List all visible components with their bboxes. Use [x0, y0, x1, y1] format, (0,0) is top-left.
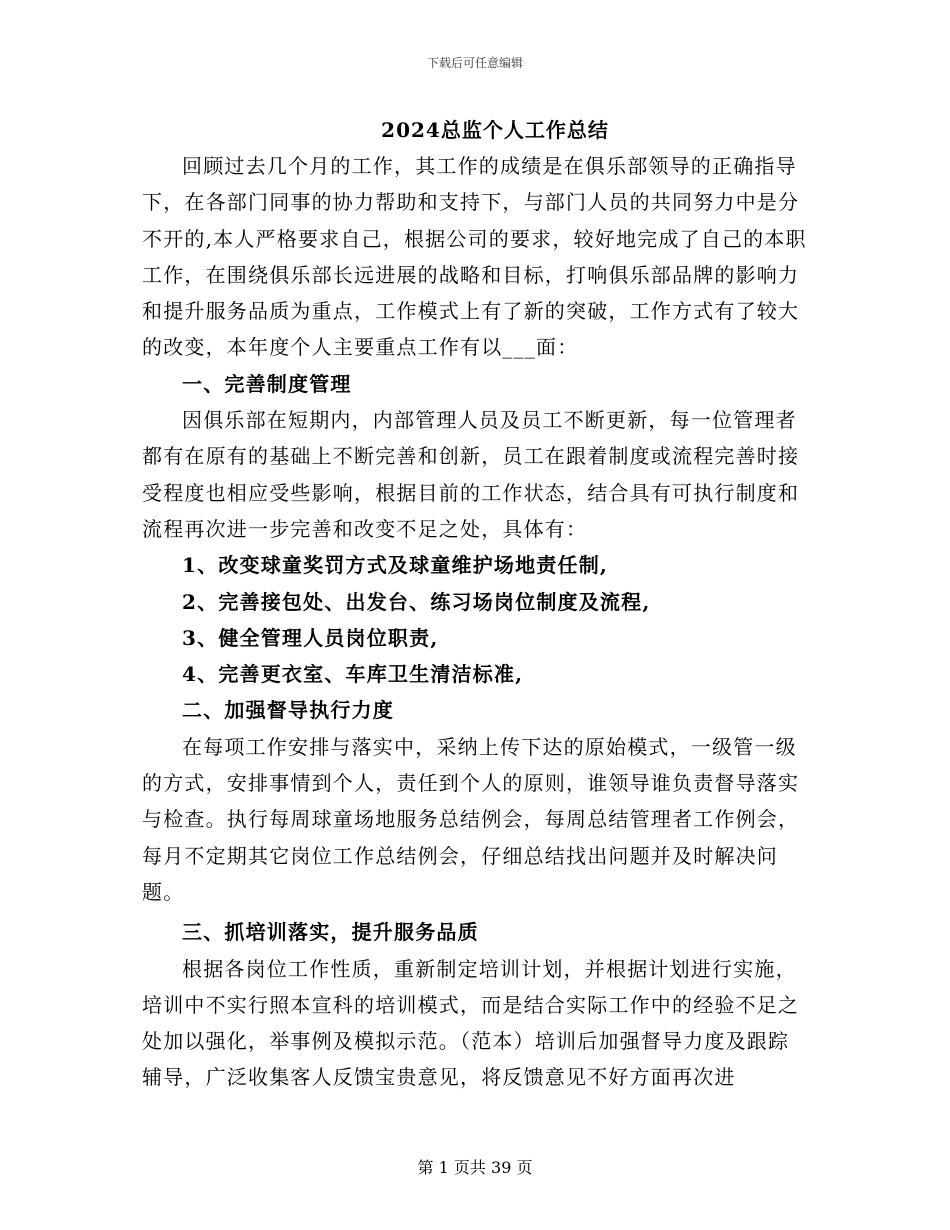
- list-item-3: 3、健全管理人员岗位职责,: [182, 625, 439, 650]
- footer-current-page: 1: [438, 1158, 449, 1177]
- section-1-paragraph: 因俱乐部在短期内，内部管理人员及员工不断更新，每一位管理者都有在原有的基础上不断完善和创新，员工在跟着制度或流程完善时接受程度也相应受些影响，根据目前的工作状态，结合具有可执行制度和流程再次进一步完善和改变不足之处，具体有：: [142, 408, 800, 541]
- footer-prefix: 第: [417, 1158, 434, 1177]
- section-3-paragraph: 根据各岗位工作性质，重新制定培训计划，并根据计划进行实施，培训中不实行照本宣科的培训模式，而是结合实际工作中的经验不足之处加以强化，举事例及模拟示范。（范本）培训后加强督导力度及跟踪辅导，广泛收集客人反馈宝贵意见，将反馈意见不好方面再次进: [142, 956, 800, 1090]
- footer-total-pages: 39: [491, 1158, 512, 1177]
- document-body: [142, 148, 810, 1096]
- list-item-1: 1、改变球童奖罚方式及球童维护场地责任制,: [182, 553, 609, 578]
- section-heading-1: 一、完善制度管理: [182, 371, 352, 396]
- section-2-paragraph: 在每项工作安排与落实中，采纳上传下达的原始模式，一级管一级的方式，安排事情到个人，责任到个人的原则，谁领导谁负责督导落实与检查。执行每周球童场地服务总结例会，每周总结管理者工作例会，每月不定期其它岗位工作总结例会，仔细总结找出问题并及时解决问题。: [142, 734, 800, 904]
- footer-suffix: 页: [516, 1158, 533, 1177]
- list-item-2: 2、完善接包处、出发台、练习场岗位制度及流程,: [182, 589, 651, 614]
- header-note: 下载后可任意编辑: [426, 56, 523, 70]
- list-item-4: 4、完善更衣室、车库卫生清洁标准,: [182, 662, 524, 687]
- footer-middle: 页共: [453, 1158, 486, 1177]
- section-heading-2: 二、加强督导执行力度: [182, 698, 394, 723]
- page-footer: [0, 1155, 950, 1178]
- section-heading-3: 三、抓培训落实，提升服务品质: [182, 920, 479, 945]
- intro-paragraph: 回顾过去几个月的工作，其工作的成绩是在俱乐部领导的正确指导下，在各部门同事的协力帮助和支持下，与部门人员的共同努力中是分不开的,本人严格要求自己，根据公司的要求，较好地完成了自己的本职工作，在围绕俱乐部长远进展的战略和目标，打响俱乐部品牌的影响力和提升服务品质为重点，工作模式上有了新的突破，工作方式有了较大的改变，本年度个人主要重点工作有以___面：: [142, 154, 807, 360]
- document-title: 2024总监个人工作总结: [381, 118, 609, 142]
